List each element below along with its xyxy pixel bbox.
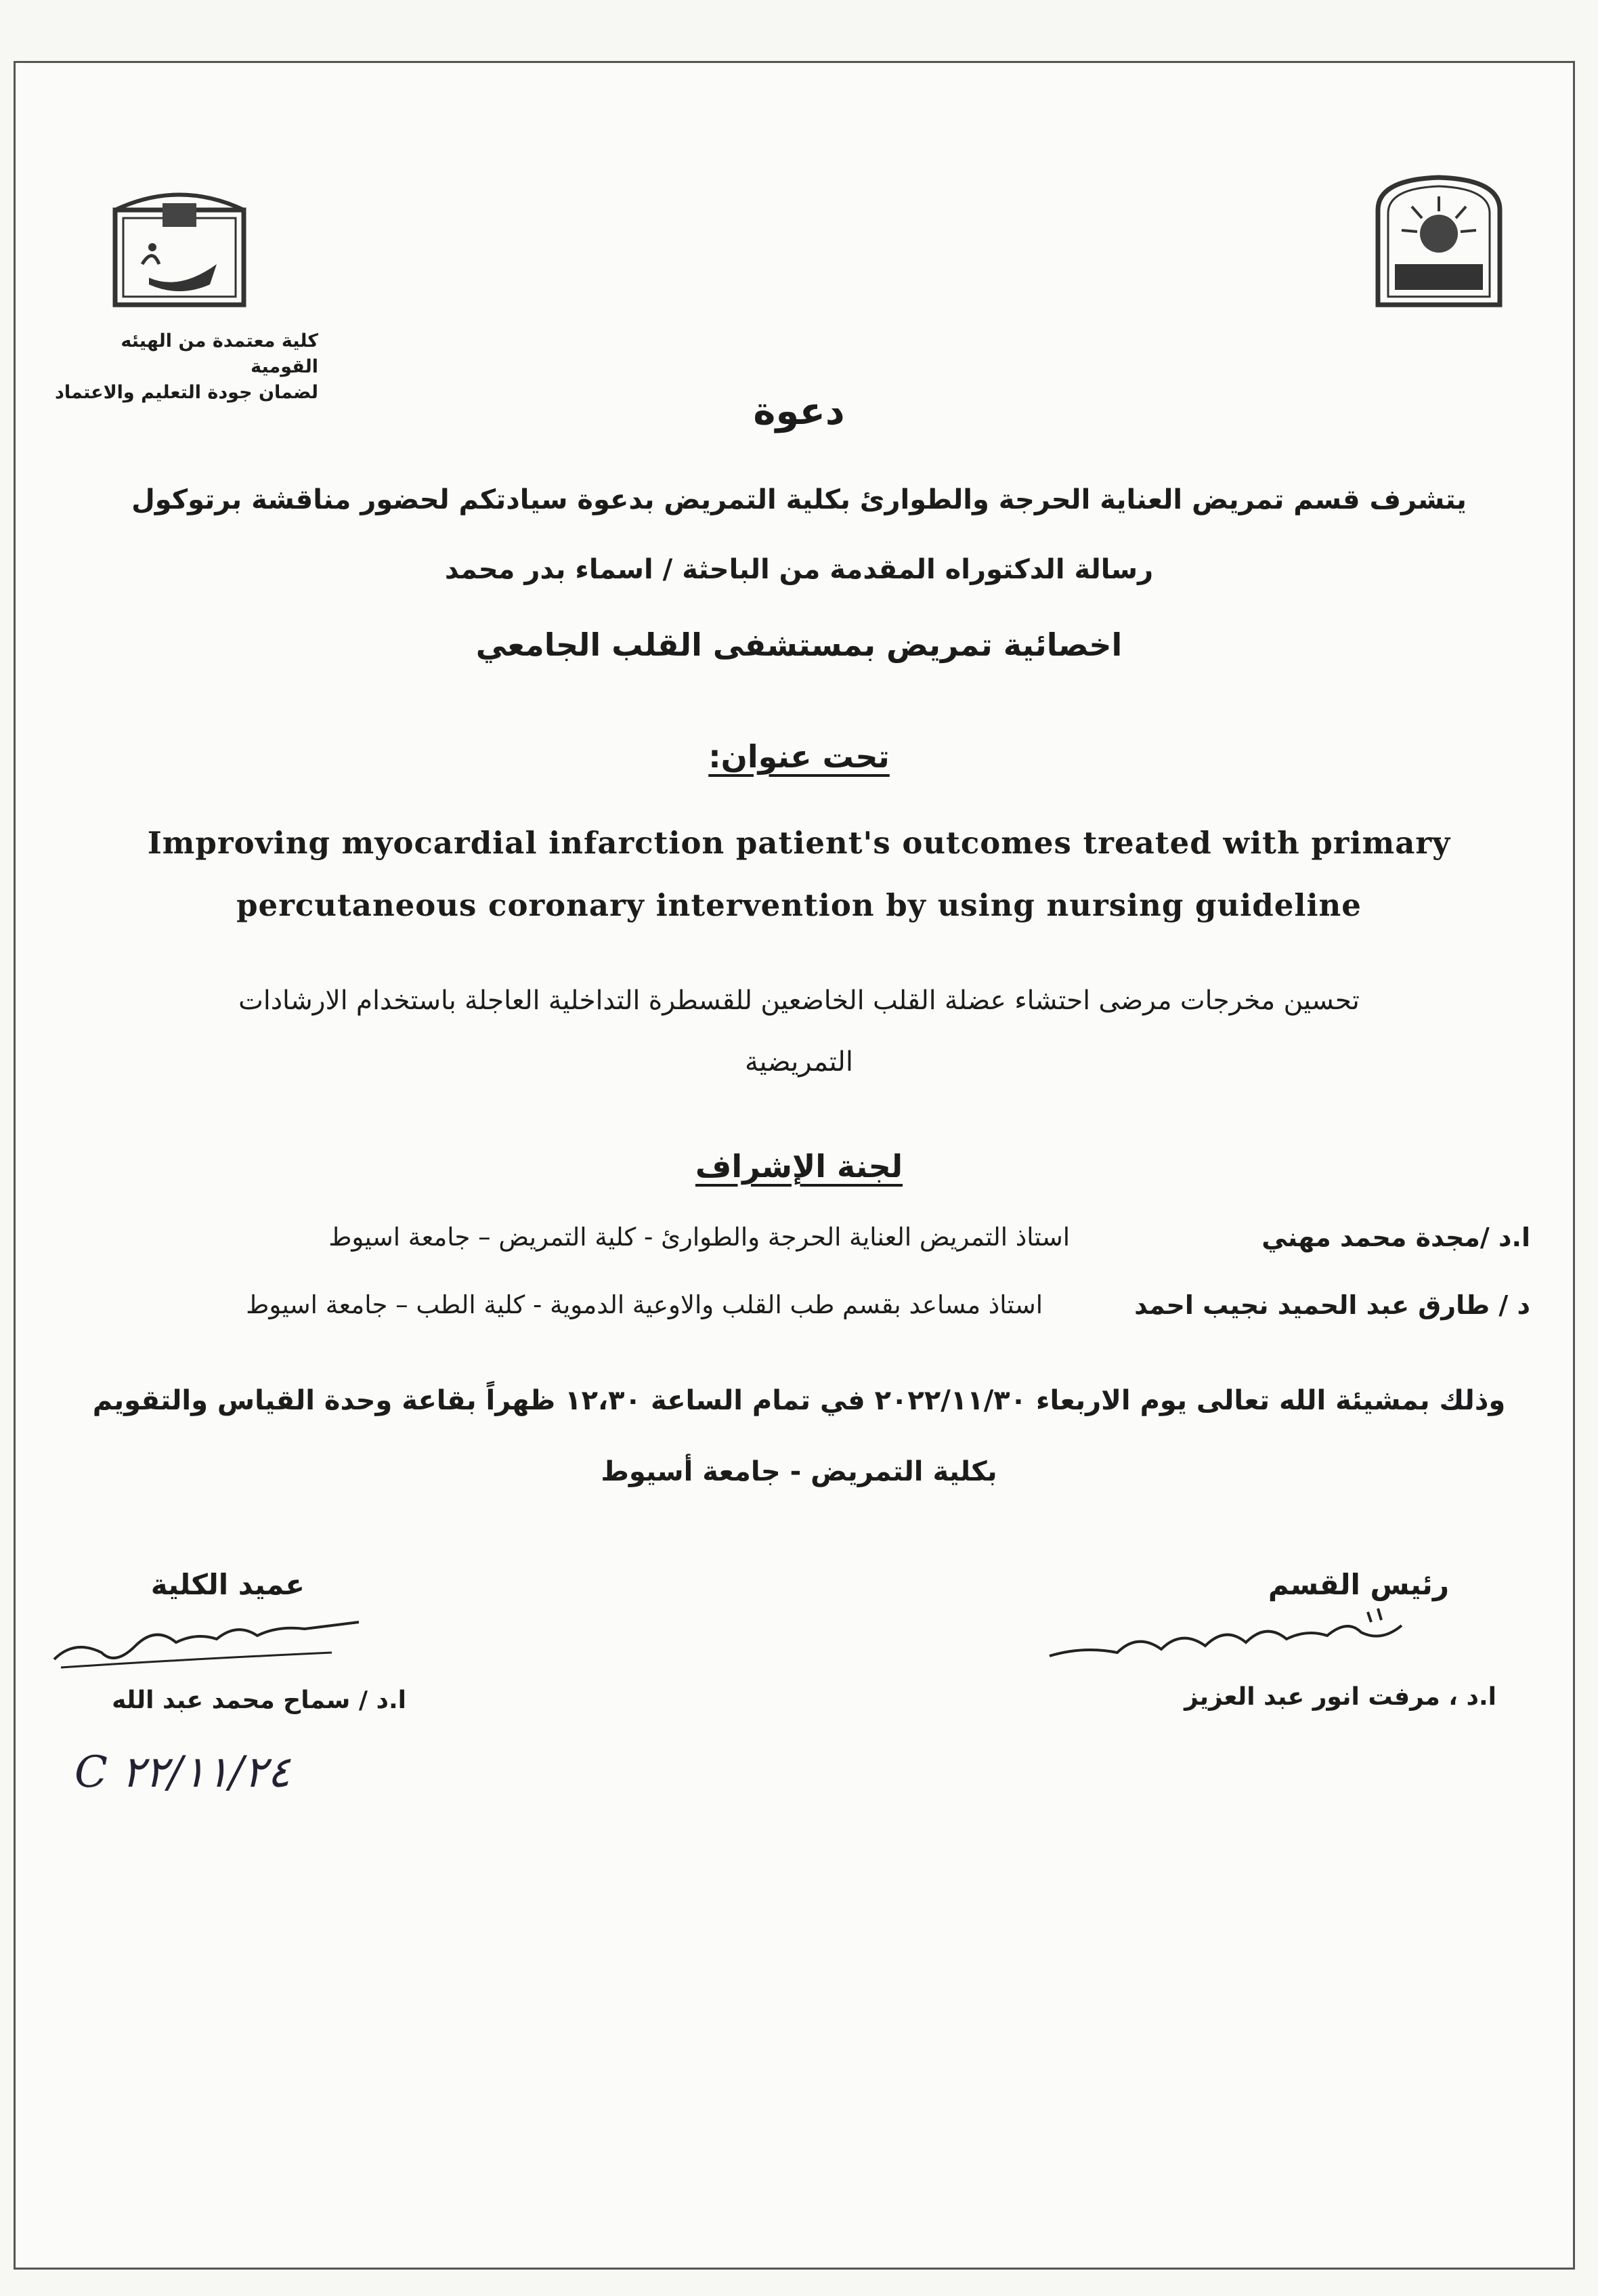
english-title-line-2: percutaneous coronary intervention by using nursing guideline	[236, 887, 1362, 923]
invitation-title: دعوة	[753, 389, 845, 433]
committee-member-role: استاذ التمريض العناية الحرجة والطوارئ - كلية التمريض – جامعة اسيوط	[328, 1223, 1070, 1252]
researcher-position: اخصائية تمريض بمستشفى القلب الجامعي	[475, 626, 1123, 663]
faculty-of-nursing-logo	[102, 183, 257, 318]
dean-signature	[47, 1612, 372, 1680]
department-head-title: رئيس القسم	[1268, 1568, 1449, 1601]
intro-line-2: رسالة الدكتوراه المقدمة من الباحثة / اسماء بدر محمد	[444, 554, 1154, 585]
accreditation-line-2: لضمان جودة التعليم والاعتماد	[55, 382, 318, 403]
accreditation-line-1: كلية معتمدة من الهيئه القومية	[121, 331, 318, 377]
dean-name: ا.د / سماح محمد عبد الله	[112, 1686, 406, 1714]
dean-title: عميد الكلية	[150, 1568, 305, 1601]
handwritten-date: C ۲۲/۱۱/۲٤	[74, 1747, 290, 1798]
committee-member-role: استاذ مساعد بقسم طب القلب والاوعية الدموية - كلية الطب – جامعة اسيوط	[246, 1290, 1043, 1319]
english-title-line-1: Improving myocardial infarction patient's outcomes treated with primary	[147, 825, 1451, 861]
department-head-name: ا.د ، مرفت انور عبد العزيز	[1184, 1683, 1496, 1711]
intro-line-1: يتشرف قسم تمريض العناية الحرجة والطوارئ بكلية التمريض بدعوة سيادتكم لحضور مناقشة برتوكول	[131, 484, 1467, 515]
assiut-university-logo	[1364, 169, 1513, 315]
event-line-1: وذلك بمشيئة الله تعالى يوم الاربعاء ٢٠٢٢/١١/٣٠ في تمام الساعة ١٢،٣٠ ظهراً بقاعة وحدة القياس والتقويم	[92, 1385, 1506, 1416]
committee-member-name: ا.د /مجدة محمد مهني	[1261, 1223, 1530, 1252]
arabic-title-line-1: تحسين مخرجات مرضى احتشاء عضلة القلب الخاضعين للقسطرة التداخلية العاجلة باستخدام الارشادات	[238, 985, 1360, 1016]
department-head-signature	[1043, 1605, 1422, 1673]
event-line-2: بكلية التمريض - جامعة أسيوط	[601, 1456, 997, 1487]
committee-member-name: د / طارق عبد الحميد نجيب احمد	[1134, 1290, 1530, 1320]
arabic-title-line-2: التمريضية	[745, 1046, 853, 1078]
committee-heading: لجنة الإشراف	[695, 1148, 903, 1185]
under-title-label: تحت عنوان:	[708, 738, 890, 775]
